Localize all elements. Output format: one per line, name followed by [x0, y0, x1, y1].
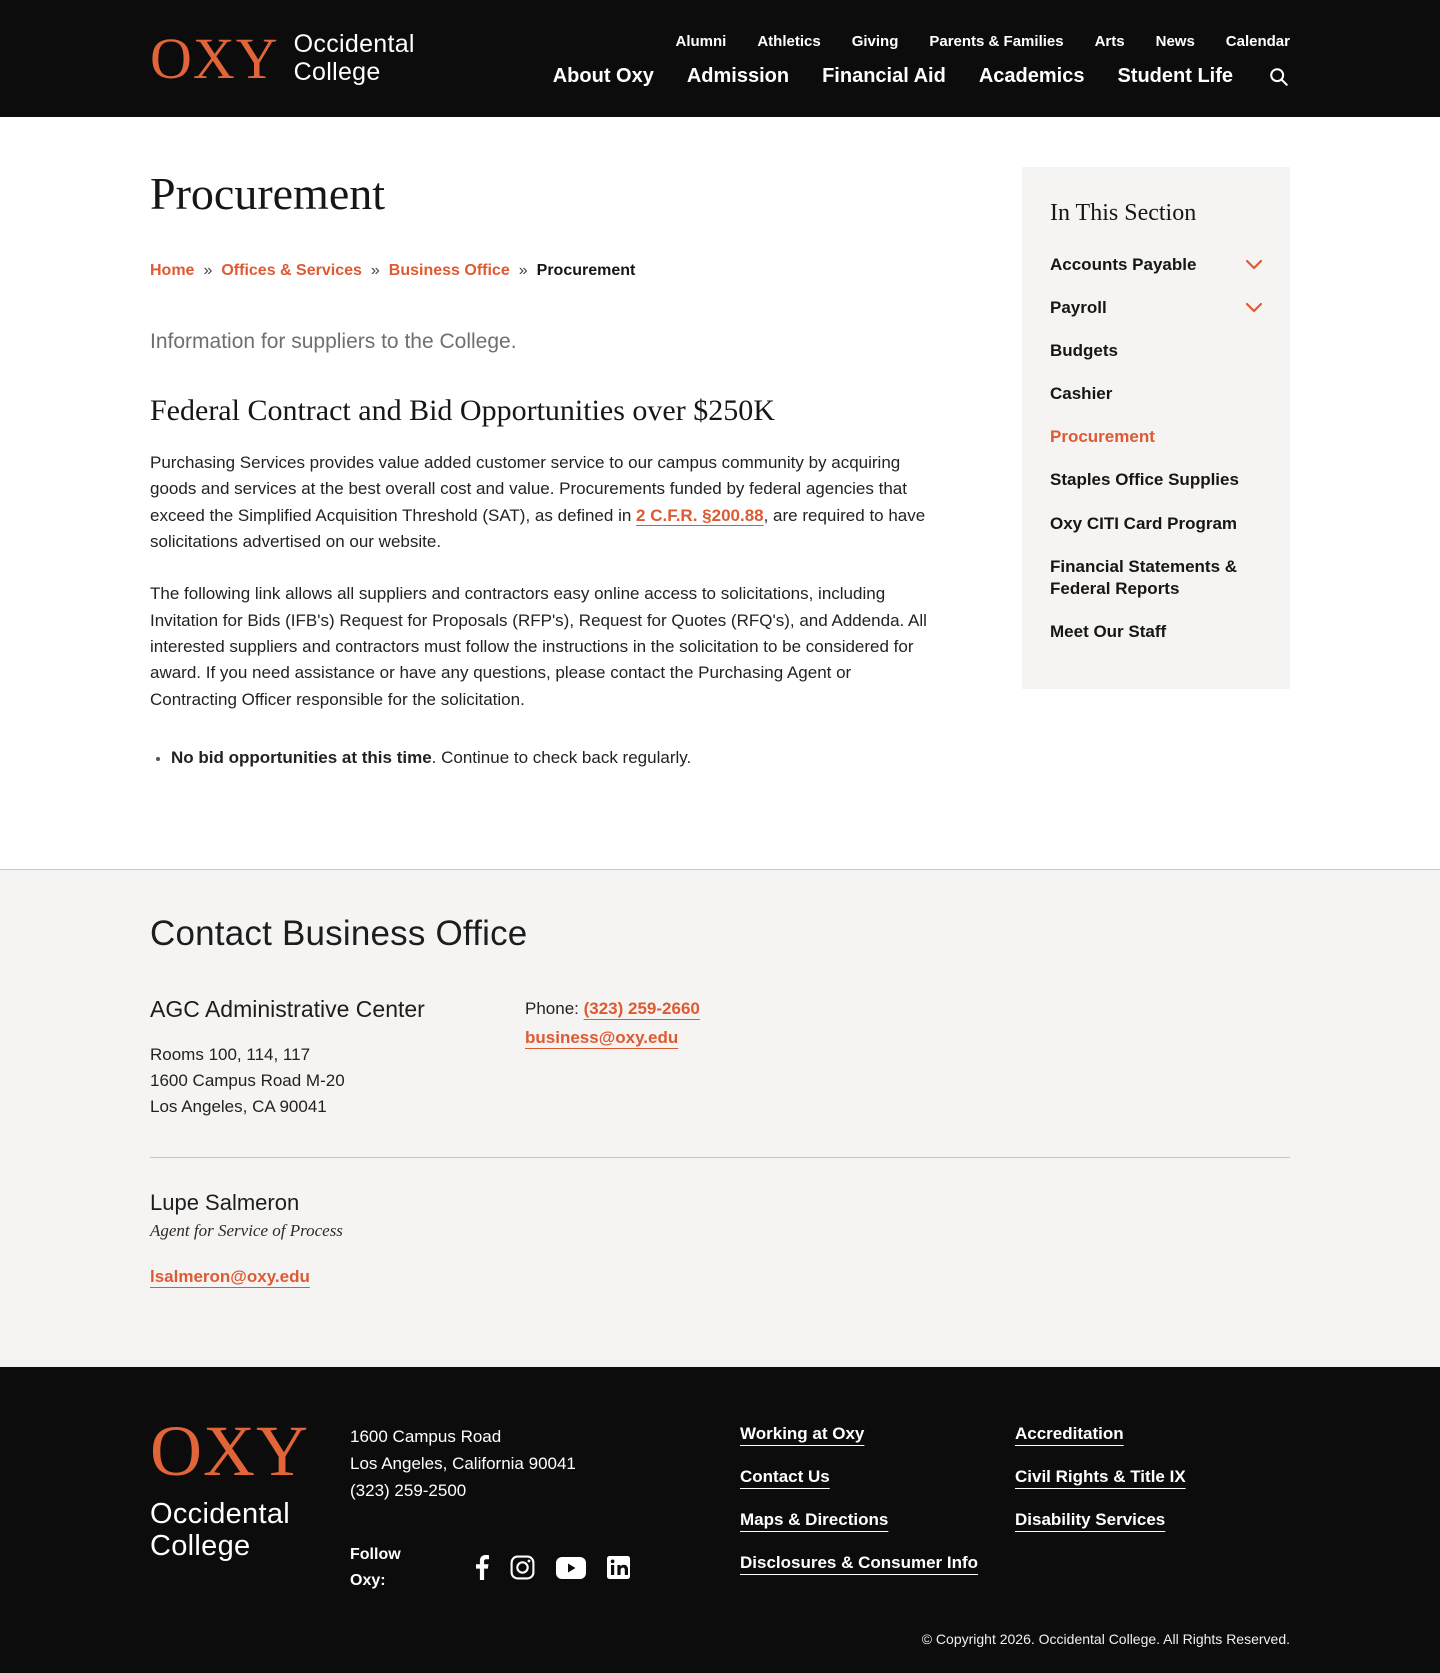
site-header — [0, 0, 1440, 117]
person-email-link[interactable]: lsalmeron@oxy.edu — [150, 1266, 310, 1286]
main-nav-item[interactable]: Admission — [686, 65, 790, 87]
sidebar-items — [1050, 254, 1262, 643]
bid-opportunities-item — [171, 745, 930, 771]
linkedin-icon[interactable] — [607, 1555, 630, 1580]
paragraph-1-text-after: , are required to have solicitations advertised on our website. — [150, 505, 926, 552]
person-name: Lupe Salmeron — [150, 1189, 300, 1215]
breadcrumb-separator: » — [370, 262, 380, 279]
oxy-logo-mark: OXY — [150, 25, 279, 91]
footer-logo-name-line1: Occidental — [150, 1497, 291, 1530]
chevron-down-icon[interactable] — [1246, 260, 1262, 270]
logo-name-line1: Occidental — [293, 30, 415, 58]
breadcrumb — [150, 262, 930, 280]
section-heading: Federal Contract and Bid Opportunities over $250K — [150, 394, 775, 427]
contact-address — [150, 1042, 525, 1121]
main-nav-item[interactable]: Academics — [978, 65, 1085, 87]
address-line: Los Angeles, CA 90041 — [150, 1097, 327, 1117]
utility-nav-item[interactable]: Parents & Families — [929, 33, 1064, 50]
footer-address — [350, 1415, 630, 1594]
sidebar-item-label: Budgets — [1050, 341, 1118, 361]
in-this-section-panel — [1022, 167, 1290, 689]
contact-divider — [150, 1157, 1290, 1158]
page-title: Procurement — [150, 168, 386, 219]
sidebar-item-budgets[interactable] — [1050, 340, 1262, 362]
social-icons — [475, 1555, 630, 1580]
contact-section — [0, 869, 1440, 1367]
breadcrumb-separator: » — [518, 262, 528, 279]
sidebar-item-label: Payroll — [1050, 298, 1107, 318]
facebook-icon[interactable] — [475, 1555, 489, 1580]
footer-address-line: Los Angeles, California 90041 — [350, 1453, 576, 1473]
main-nav-item[interactable]: About Oxy — [552, 65, 654, 87]
footer-link-contact-us[interactable]: Contact Us — [740, 1466, 830, 1486]
footer-oxy-logo-mark: OXY — [150, 1410, 309, 1491]
breadcrumb-link[interactable]: Home — [150, 262, 195, 279]
sidebar-item-procurement[interactable] — [1050, 426, 1262, 448]
utility-nav-item[interactable]: Calendar — [1225, 33, 1290, 50]
footer-links — [740, 1415, 1290, 1597]
footer-link-row — [1015, 1425, 1290, 1468]
sidebar-item-label: Procurement — [1050, 427, 1155, 447]
bid-opportunities-list — [150, 745, 930, 771]
site-footer — [0, 1367, 1440, 1673]
person-title: Agent for Service of Process — [150, 1220, 343, 1240]
utility-nav — [675, 33, 1290, 50]
oxy-logo-wordmark — [294, 31, 415, 86]
main-nav — [553, 65, 1290, 88]
utility-nav-item[interactable]: Giving — [851, 33, 899, 50]
footer-link-row — [1015, 1511, 1290, 1554]
sidebar-item-meet-our-staff[interactable] — [1050, 621, 1262, 643]
sidebar-item-staples-office-supplies[interactable] — [1050, 469, 1262, 491]
sidebar-item-label: Meet Our Staff — [1050, 621, 1167, 641]
bid-status-bold: No bid opportunities at this time — [171, 748, 432, 768]
main-nav-links — [553, 65, 1233, 88]
breadcrumb-separator: » — [203, 262, 213, 279]
footer-address-line: (323) 259-2500 — [350, 1481, 467, 1500]
sidebar-heading: In This Section — [1050, 200, 1197, 226]
footer-logo-name-line2: College — [150, 1529, 251, 1562]
contact-heading: Contact Business Office — [150, 913, 528, 953]
footer-address-line: 1600 Campus Road — [350, 1426, 502, 1446]
paragraph-1 — [150, 450, 930, 555]
sidebar-item-label: Cashier — [1050, 384, 1113, 404]
search-icon[interactable] — [1268, 66, 1290, 88]
footer-link-row — [740, 1468, 1015, 1511]
utility-nav-item[interactable]: Alumni — [675, 33, 727, 50]
bid-status-rest: . Continue to check back regularly. — [431, 748, 692, 768]
oxy-logo[interactable] — [150, 25, 415, 91]
footer-link-disclosures-consumer-info[interactable]: Disclosures & Consumer Info — [740, 1552, 979, 1572]
header-nav — [553, 29, 1290, 88]
copyright: © Copyright 2026. Occidental College. All Rights Reserved. — [921, 1630, 1290, 1647]
logo-name-line2: College — [293, 57, 381, 86]
sidebar-item-label: Oxy CITI Card Program — [1050, 513, 1238, 533]
cfr-link[interactable]: 2 C.F.R. §200.88 — [636, 505, 764, 525]
chevron-down-icon[interactable] — [1246, 303, 1262, 313]
main-nav-item[interactable]: Student Life — [1117, 65, 1233, 87]
youtube-icon[interactable] — [556, 1555, 586, 1580]
phone-row — [525, 999, 700, 1019]
footer-address-lines — [350, 1423, 630, 1505]
sidebar-item-oxy-citi-card-program[interactable] — [1050, 513, 1262, 535]
main-nav-item[interactable]: Financial Aid — [822, 65, 946, 87]
footer-oxy-wordmark — [150, 1499, 350, 1563]
sidebar-item-label: Staples Office Supplies — [1050, 470, 1239, 490]
footer-link-row — [1015, 1468, 1290, 1511]
footer-link-row — [740, 1511, 1015, 1554]
paragraph-1-text: Purchasing Services provides value added customer service to our campus community by acquiring goods and services at the best overall cost and value. Procurements funded by federal agencies that exceed the Simplified Acquisition Threshold (SAT), as defined in — [150, 453, 907, 525]
sidebar-item-cashier[interactable] — [1050, 383, 1262, 405]
location-name: AGC Administrative Center — [150, 995, 425, 1022]
breadcrumb-current: Procurement — [536, 262, 636, 279]
main-content — [150, 167, 930, 771]
utility-nav-item[interactable]: Arts — [1094, 33, 1125, 50]
sidebar-item-accounts-payable[interactable] — [1050, 254, 1262, 276]
footer-link-accreditation[interactable]: Accreditation — [1015, 1423, 1124, 1443]
sidebar-item-label: Accounts Payable — [1050, 255, 1197, 274]
follow-label: Follow Oxy: — [350, 1546, 401, 1589]
address-line: 1600 Campus Road M-20 — [150, 1070, 345, 1090]
breadcrumb-link[interactable]: Business Office — [388, 262, 510, 279]
paragraph-2: The following link allows all suppliers and contractors easy online access to solicitations, including Invitation for Bids (IFB's) Request for Proposals (RFP's), Request for Quotes (RFQ's), and Addenda. All interested suppliers and contractors must follow the instructions in the solicitation to be considered for award. If you need assistance or have any questions, please contact the Purchasing Agent or Contracting Officer responsible for the solicitation. — [150, 584, 927, 709]
sidebar-item-label: Financial Statements & Federal Reports — [1050, 556, 1238, 598]
footer-oxy-logo[interactable] — [150, 1410, 350, 1563]
footer-link-row — [740, 1554, 1015, 1597]
address-line: Rooms 100, 114, 117 — [150, 1044, 311, 1064]
breadcrumb-link[interactable]: Offices & Services — [221, 262, 362, 279]
phone-label: Phone: — [525, 998, 584, 1018]
footer-link-working-at-oxy[interactable]: Working at Oxy — [740, 1423, 865, 1443]
phone-link[interactable]: (323) 259-2660 — [583, 998, 700, 1018]
email-link[interactable]: business@oxy.edu — [525, 1027, 679, 1047]
utility-nav-item[interactable]: Athletics — [757, 33, 821, 50]
footer-link-disability-services[interactable]: Disability Services — [1015, 1509, 1166, 1529]
instagram-icon[interactable] — [510, 1555, 535, 1580]
footer-link-row — [740, 1425, 1015, 1468]
sidebar-item-financial-statements-federal-reports[interactable] — [1050, 556, 1262, 600]
page-subtitle: Information for suppliers to the College. — [150, 330, 517, 353]
footer-links-col2 — [1015, 1425, 1290, 1597]
footer-link-maps-directions[interactable]: Maps & Directions — [740, 1509, 889, 1529]
footer-link-civil-rights-title-ix[interactable]: Civil Rights & Title IX — [1015, 1466, 1186, 1486]
utility-nav-item[interactable]: News — [1155, 33, 1195, 50]
sidebar-item-payroll[interactable] — [1050, 297, 1262, 319]
footer-links-col1 — [740, 1425, 1015, 1597]
